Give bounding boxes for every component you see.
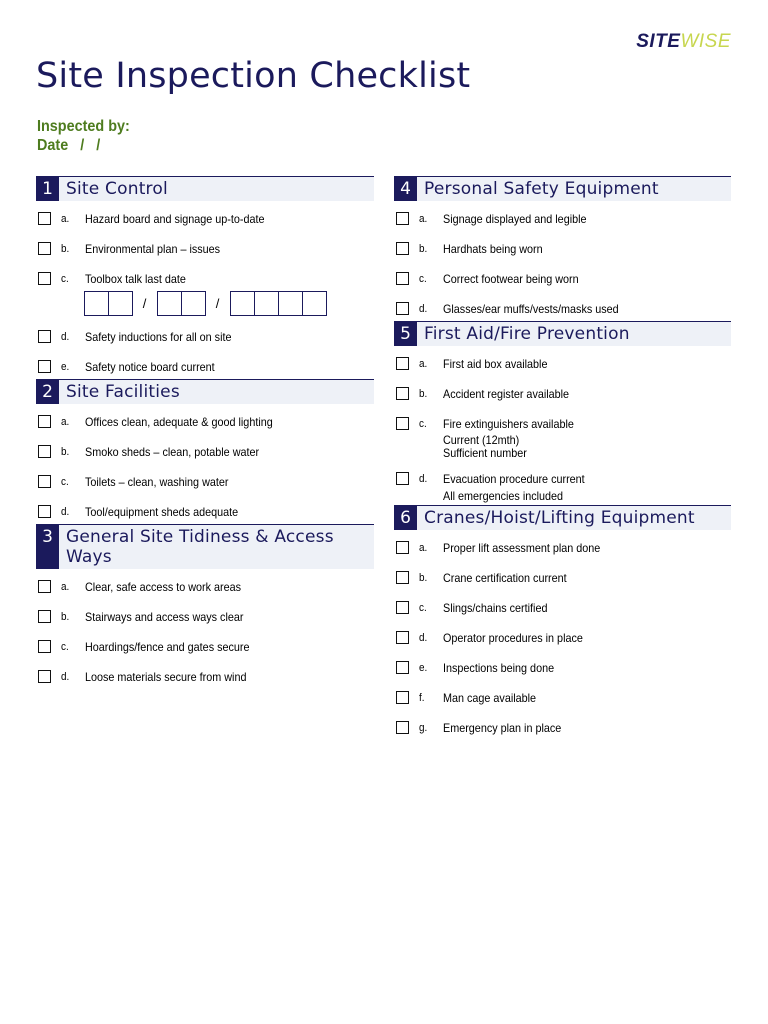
- checkbox[interactable]: [38, 415, 51, 428]
- checkbox[interactable]: [396, 472, 409, 485]
- item-letter: d.: [419, 632, 428, 644]
- checklist-item: [36, 207, 374, 237]
- section-header: [394, 321, 731, 346]
- checkbox[interactable]: [396, 417, 409, 430]
- section-personal-safety-equipment: [394, 176, 731, 321]
- item-label: Hardhats being worn: [443, 242, 543, 256]
- checklist-item: [36, 355, 374, 379]
- left-column: [36, 176, 374, 695]
- item-letter: b.: [61, 243, 70, 255]
- date-year-digit-2[interactable]: [254, 291, 279, 316]
- checkbox[interactable]: [396, 387, 409, 400]
- checklist-item: [394, 626, 731, 656]
- item-letter: d.: [419, 473, 428, 485]
- item-label: Hoardings/fence and gates secure: [85, 640, 250, 654]
- section-site-control: [36, 176, 374, 379]
- checklist-item: [36, 410, 374, 440]
- item-label: Inspections being done: [443, 661, 555, 675]
- item-label: Tool/equipment sheds adequate: [85, 505, 239, 519]
- section-title: Site Control: [66, 179, 168, 199]
- checklist-item: [36, 237, 374, 267]
- checkbox[interactable]: [38, 212, 51, 225]
- item-letter: b.: [419, 388, 428, 400]
- checkbox[interactable]: [38, 505, 51, 518]
- checklist-item: [394, 656, 731, 686]
- item-label: Clear, safe access to work areas: [85, 580, 242, 594]
- sitewise-logo: [636, 31, 731, 53]
- checkbox[interactable]: [38, 445, 51, 458]
- item-label: [443, 418, 574, 460]
- item-label: Correct footwear being worn: [443, 272, 579, 286]
- item-letter: a.: [419, 358, 428, 370]
- checkbox[interactable]: [396, 661, 409, 674]
- item-letter: g.: [419, 722, 428, 734]
- item-label: Man cage available: [443, 691, 537, 705]
- checkbox[interactable]: [396, 242, 409, 255]
- section-header: [394, 176, 731, 201]
- checklist-item: [394, 596, 731, 626]
- checkbox[interactable]: [38, 475, 51, 488]
- date-year-digit-3[interactable]: [278, 291, 303, 316]
- section-header: [36, 176, 374, 201]
- checkbox[interactable]: [38, 640, 51, 653]
- checklist-item: [36, 500, 374, 524]
- checkbox[interactable]: [38, 242, 51, 255]
- item-label-main: Evacuation procedure current: [443, 472, 585, 486]
- right-column: [394, 176, 731, 746]
- date-day-digit-2[interactable]: [108, 291, 133, 316]
- section-title: Personal Safety Equipment: [424, 179, 659, 199]
- item-letter: c.: [61, 476, 69, 488]
- checkbox[interactable]: [38, 610, 51, 623]
- item-label: Operator procedures in place: [443, 631, 583, 645]
- date-label: Date / /: [37, 137, 101, 154]
- item-letter: f.: [419, 692, 425, 704]
- item-label: Slings/chains certified: [443, 601, 548, 615]
- item-label: First aid box available: [443, 357, 548, 371]
- item-label: Safety notice board current: [85, 360, 215, 374]
- inspected-by-label: Inspected by:: [37, 118, 130, 135]
- item-letter: a.: [61, 213, 70, 225]
- section-number: 3: [36, 525, 59, 569]
- item-label: Toilets – clean, washing water: [85, 475, 229, 489]
- section-title: Cranes/Hoist/Lifting Equipment: [424, 508, 695, 528]
- checkbox[interactable]: [396, 357, 409, 370]
- checkbox[interactable]: [396, 721, 409, 734]
- checklist-item: [36, 267, 374, 291]
- item-label: Smoko sheds – clean, potable water: [85, 445, 260, 459]
- item-label: Toolbox talk last date: [85, 272, 186, 286]
- item-letter: b.: [61, 446, 70, 458]
- checklist-item: [394, 412, 731, 467]
- checklist-item: [394, 267, 731, 297]
- item-label: Accident register available: [443, 387, 570, 401]
- logo-part-wise: WISE: [680, 31, 731, 52]
- section-number: 4: [394, 177, 417, 201]
- toolbox-talk-date-field: [84, 291, 374, 316]
- checklist-item: [394, 716, 731, 746]
- date-day-digit-1[interactable]: [84, 291, 109, 316]
- date-separator: /: [215, 296, 220, 311]
- item-label-main: Fire extinguishers available: [443, 417, 574, 431]
- section-title: General Site Tidiness & Access Ways: [66, 527, 334, 567]
- section-cranes-hoist-lifting: [394, 505, 731, 746]
- checkbox[interactable]: [396, 691, 409, 704]
- checkbox[interactable]: [396, 302, 409, 315]
- section-header: [36, 524, 374, 569]
- section-first-aid-fire-prevention: [394, 321, 731, 505]
- item-label: Proper lift assessment plan done: [443, 541, 601, 555]
- checkbox[interactable]: [38, 360, 51, 373]
- checklist-item: [36, 325, 374, 355]
- checkbox[interactable]: [38, 272, 51, 285]
- section-header: [394, 505, 731, 530]
- date-month-digit-1[interactable]: [157, 291, 182, 316]
- item-letter: a.: [61, 581, 70, 593]
- section-header: [36, 379, 374, 404]
- checklist-item: [394, 297, 731, 321]
- date-year-digit-1[interactable]: [230, 291, 255, 316]
- item-sublabel: All emergencies included: [443, 489, 564, 503]
- item-label: [443, 473, 585, 503]
- checklist-item: [36, 605, 374, 635]
- date-separator: /: [142, 296, 147, 311]
- item-label: Environmental plan – issues: [85, 242, 221, 256]
- checkbox[interactable]: [396, 272, 409, 285]
- item-label: Hazard board and signage up-to-date: [85, 212, 265, 226]
- checklist-item: [394, 382, 731, 412]
- checkbox[interactable]: [396, 212, 409, 225]
- checklist-item: [36, 575, 374, 605]
- checkbox[interactable]: [38, 670, 51, 683]
- item-letter: a.: [61, 416, 70, 428]
- item-letter: e.: [61, 361, 70, 373]
- item-letter: c.: [61, 641, 69, 653]
- checklist-item: [36, 470, 374, 500]
- section-general-site-tidiness: [36, 524, 374, 695]
- item-label: Crane certification current: [443, 571, 567, 585]
- item-letter: d.: [419, 303, 428, 315]
- checklist-item: [394, 352, 731, 382]
- item-letter: a.: [419, 542, 428, 554]
- item-label: Offices clean, adequate & good lighting: [85, 415, 273, 429]
- item-label: Stairways and access ways clear: [85, 610, 244, 624]
- checklist-item: [36, 665, 374, 695]
- item-letter: c.: [419, 602, 427, 614]
- item-letter: b.: [419, 243, 428, 255]
- item-label: Signage displayed and legible: [443, 212, 587, 226]
- checklist-item: [394, 566, 731, 596]
- item-sublabel: Current (12mth): [443, 433, 520, 447]
- item-label: Loose materials secure from wind: [85, 670, 247, 684]
- checklist-item: [394, 536, 731, 566]
- item-sublabel: Sufficient number: [443, 446, 527, 460]
- item-letter: b.: [61, 611, 70, 623]
- section-site-facilities: [36, 379, 374, 524]
- item-letter: c.: [419, 418, 427, 430]
- checklist-item: [36, 440, 374, 470]
- section-title: First Aid/Fire Prevention: [424, 324, 630, 344]
- logo-part-site: SITE: [636, 31, 681, 52]
- section-title: Site Facilities: [66, 382, 180, 402]
- checklist-item: [394, 207, 731, 237]
- item-letter: c.: [419, 273, 427, 285]
- checkbox[interactable]: [38, 580, 51, 593]
- checklist-item: [394, 686, 731, 716]
- item-label: Glasses/ear muffs/vests/masks used: [443, 302, 619, 316]
- checklist-item: [394, 237, 731, 267]
- checkbox[interactable]: [396, 541, 409, 554]
- section-number: 1: [36, 177, 59, 201]
- checklist-item: [36, 635, 374, 665]
- item-letter: a.: [419, 213, 428, 225]
- item-letter: d.: [61, 671, 70, 683]
- page-title: Site Inspection Checklist: [36, 56, 471, 96]
- item-label: Safety inductions for all on site: [85, 330, 232, 344]
- section-number: 6: [394, 506, 417, 530]
- item-letter: c.: [61, 273, 69, 285]
- checkbox[interactable]: [38, 330, 51, 343]
- date-year-digit-4[interactable]: [302, 291, 327, 316]
- section-number: 5: [394, 322, 417, 346]
- section-number: 2: [36, 380, 59, 404]
- checklist-item: [394, 467, 731, 505]
- item-letter: b.: [419, 572, 428, 584]
- checkbox[interactable]: [396, 631, 409, 644]
- checkbox[interactable]: [396, 601, 409, 614]
- checkbox[interactable]: [396, 571, 409, 584]
- item-letter: e.: [419, 662, 428, 674]
- item-label: Emergency plan in place: [443, 721, 562, 735]
- item-letter: d.: [61, 331, 70, 343]
- date-month-digit-2[interactable]: [181, 291, 206, 316]
- item-letter: d.: [61, 506, 70, 518]
